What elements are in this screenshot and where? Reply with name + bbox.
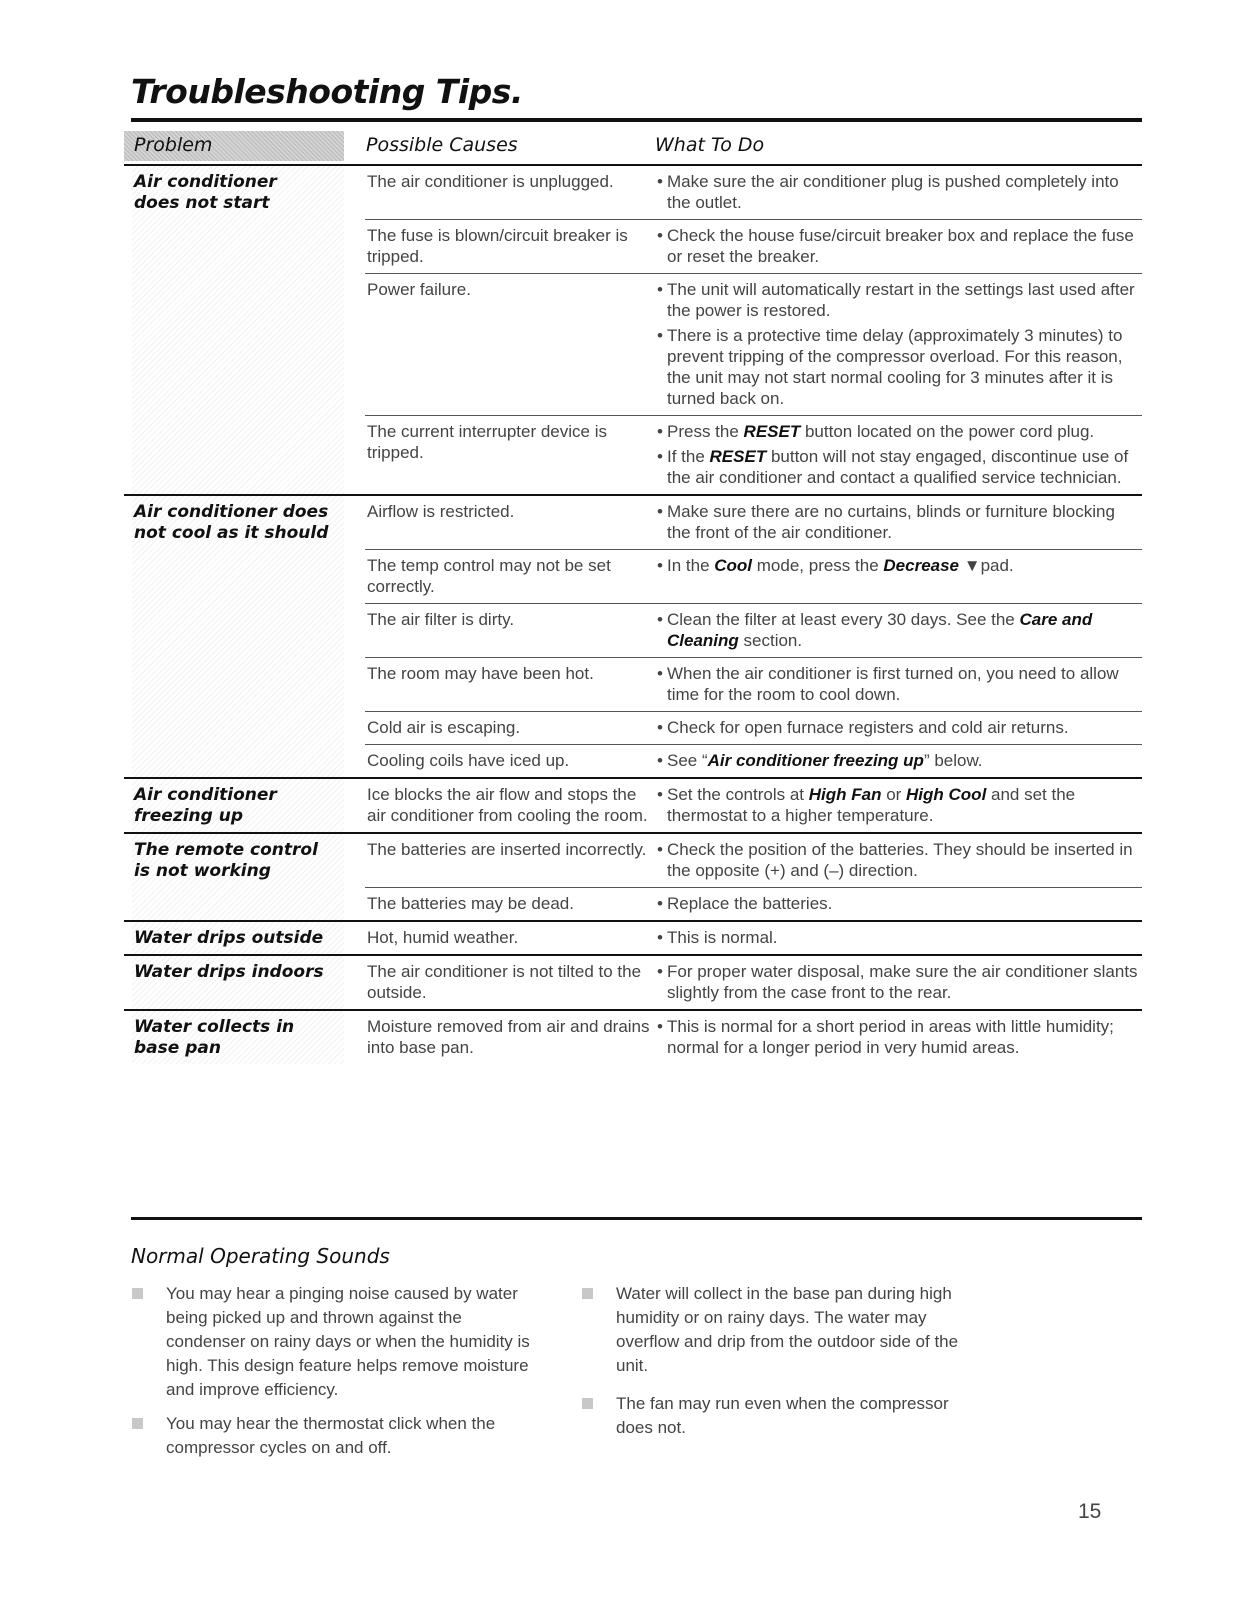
page-number: 15 [1078,1500,1102,1523]
square-bullet-icon [582,1288,593,1299]
possible-cause: The batteries may be dead. [367,894,574,913]
table-row [365,604,1142,658]
possible-cause: Cooling coils have iced up. [367,751,570,770]
emphasis-text: Cool [714,556,753,575]
what-to-do [657,279,1142,409]
page-title: Troubleshooting Tips. [131,72,523,111]
what-to-do [657,893,1142,914]
square-bullet-icon [582,1398,593,1409]
possible-cause: The current interrupter device is tripped. [367,422,607,462]
what-to-do [657,961,1142,1003]
problem-group [124,496,1142,779]
problem-label: Water drips outside [134,928,324,948]
what-to-do [657,421,1142,488]
table-row [365,550,1142,604]
problem-label: Water collects in base pan [134,1017,295,1058]
emphasis-text: High Cool [906,785,987,804]
action-text: button will not stay engaged, discontinue use of the air conditioner and contact a qualified service technician. [667,447,1129,487]
action-text: In the [667,556,715,575]
possible-cause: The fuse is blown/circuit breaker is tripped. [367,226,628,266]
table-row [365,888,1142,920]
action-text: ” below. [923,751,983,770]
possible-cause: Hot, humid weather. [367,928,519,947]
table-row [365,779,1142,832]
action-text: button located on the power cord plug. [800,422,1095,441]
sound-text: Water will collect in the base pan during high humidity or on rainy days. The water may overflow and drip from the outdoor side of the unit. [616,1284,959,1375]
action-bullet [657,1016,1142,1058]
emphasis-text: RESET [709,447,767,466]
sound-text: The fan may run even when the compressor does not. [616,1394,949,1437]
problem-group [124,779,1142,834]
section-rule [131,1217,1142,1220]
what-to-do [657,225,1142,267]
action-text: Press the [667,422,744,441]
what-to-do [657,750,1142,771]
sound-text: You may hear a pinging noise caused by water being picked up and thrown against the condenser on rainy days or when the humidity is high. This design feature helps remove moisture and improve efficiency. [166,1284,530,1399]
action-bullet [657,839,1142,881]
what-to-do [657,501,1142,543]
action-bullet [657,279,1142,321]
table-header [124,126,1142,166]
action-bullet [657,171,1142,213]
problem-label: Air conditioner freezing up [134,785,277,826]
action-text: Make sure there are no curtains, blinds or furniture blocking the front of the air conditioner. [667,502,1115,542]
problem-label: Water drips indoors [134,962,324,982]
possible-cause: Power failure. [367,280,471,299]
problem-group [124,166,1142,496]
table-row [365,922,1142,954]
action-text: When the air conditioner is first turned on, you need to allow time for the room to cool down. [667,664,1119,704]
table-body [124,166,1142,1064]
action-bullet [657,446,1142,488]
table-row [365,496,1142,550]
sounds-left-column [132,1282,532,1470]
problem-group [124,1011,1142,1064]
table-row [365,658,1142,712]
action-text: mode, press the [752,556,884,575]
action-text: If the [667,447,710,466]
action-text: Set the controls at [667,785,809,804]
title-rule [131,118,1142,122]
action-bullet [657,555,1142,576]
header-possible-causes: Possible Causes [366,134,518,156]
square-bullet-icon [132,1288,143,1299]
header-problem: Problem [124,131,344,161]
problem-label: The remote control is not working [134,840,318,881]
emphasis-text: Decrease [883,556,960,575]
what-to-do [657,1016,1142,1058]
sounds-title: Normal Operating Sounds [131,1244,390,1268]
possible-cause: The temp control may not be set correctly. [367,556,611,596]
action-bullet [657,421,1142,442]
action-bullet [657,717,1142,738]
action-text: Check the house fuse/circuit breaker box and replace the fuse or reset the breaker. [667,226,1134,266]
what-to-do [657,784,1142,826]
sound-item [582,1392,982,1440]
table-row [365,220,1142,274]
possible-cause: Ice blocks the air flow and stops the air conditioner from cooling the room. [367,785,648,825]
table-row [365,712,1142,745]
possible-cause: Cold air is escaping. [367,718,521,737]
header-what-to-do: What To Do [655,134,765,156]
action-bullet [657,961,1142,1003]
action-text: This is normal. [667,928,778,947]
table-row [365,1011,1142,1064]
action-bullet [657,750,1142,771]
action-bullet [657,893,1142,914]
emphasis-text: Care and Cleaning [667,610,1093,650]
action-text: or [881,785,907,804]
sounds-right-column [582,1282,982,1450]
table-row [365,745,1142,777]
emphasis-text: Air conditioner freezing up [707,751,924,770]
action-text: Replace the batteries. [667,894,833,913]
action-bullet [657,663,1142,705]
possible-cause: The room may have been hot. [367,664,594,683]
emphasis-text: RESET [743,422,801,441]
problem-group [124,956,1142,1011]
what-to-do [657,171,1142,213]
possible-cause: The air conditioner is not tilted to the outside. [367,962,642,1002]
square-bullet-icon [132,1418,143,1429]
problem-label: Air conditioner does not start [134,172,277,213]
possible-cause: The air conditioner is unplugged. [367,172,614,191]
possible-cause: Airflow is restricted. [367,502,515,521]
problem-shading [132,166,344,494]
action-bullet [657,325,1142,409]
action-text: section. [738,631,803,650]
action-text: Check the position of the batteries. They should be inserted in the opposite (+) and (–) direction. [667,840,1133,880]
sound-item [582,1282,982,1378]
action-bullet [657,609,1142,651]
what-to-do [657,555,1142,597]
table-row [365,834,1142,888]
action-text: ▼pad. [959,556,1014,575]
what-to-do [657,609,1142,651]
table-row [365,166,1142,220]
action-text: and set the thermostat to a higher temperature. [667,785,1076,825]
possible-cause: The batteries are inserted incorrectly. [367,840,647,859]
action-text: There is a protective time delay (approximately 3 minutes) to prevent tripping of the compressor overload. For this reason, the unit may not start normal cooling for 3 minutes after it is turned back on. [667,326,1123,408]
sound-text: You may hear the thermostat click when the compressor cycles on and off. [166,1414,496,1457]
action-bullet [657,927,1142,948]
table-row [365,416,1142,494]
problem-group [124,834,1142,922]
sound-item [132,1282,532,1402]
action-bullet [657,225,1142,267]
problem-group [124,922,1142,956]
action-text: Check for open furnace registers and cold air returns. [667,718,1069,737]
action-text: This is normal for a short period in areas with little humidity; normal for a longer period in very humid areas. [667,1017,1114,1057]
problem-label: Air conditioner does not cool as it should [134,502,329,543]
what-to-do [657,839,1142,881]
action-bullet [657,784,1142,826]
action-text: Make sure the air conditioner plug is pushed completely into the outlet. [667,172,1119,212]
action-text: For proper water disposal, make sure the air conditioner slants slightly from the case front to the rear. [667,962,1138,1002]
possible-cause: Moisture removed from air and drains into base pan. [367,1017,650,1057]
troubleshooting-table [124,126,1142,1064]
possible-cause: The air filter is dirty. [367,610,515,629]
what-to-do [657,927,1142,948]
action-text: The unit will automatically restart in the settings last used after the power is restored. [667,280,1135,320]
what-to-do [657,717,1142,738]
table-row [365,956,1142,1009]
what-to-do [657,663,1142,705]
sound-item [132,1412,532,1460]
action-text: Clean the filter at least every 30 days. See the [667,610,1020,629]
emphasis-text: High Fan [808,785,882,804]
action-text: See “ [667,751,708,770]
table-row [365,274,1142,416]
action-bullet [657,501,1142,543]
